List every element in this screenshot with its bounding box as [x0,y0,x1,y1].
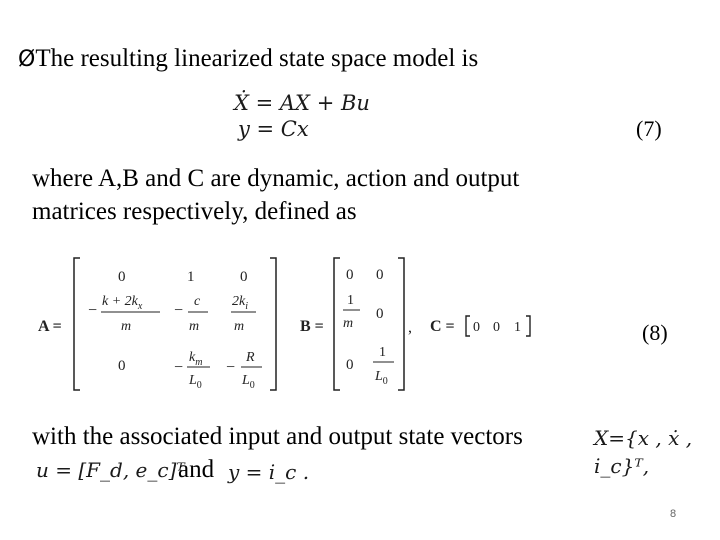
bullet-arrow-icon: Ø [18,47,36,72]
u-vector-definition: u = [F_d, e_c]ᵀ [36,458,185,482]
a-22-minus: − [174,302,184,319]
a-31: 0 [118,358,126,374]
matrix-a-right-bracket [270,258,276,390]
matrices-block [0,250,720,400]
state-equation-line-1: Ẋ = AX + Bu [234,91,370,115]
b-31: 0 [346,357,354,373]
b-21-num: 1 [347,293,354,308]
equation-number-8: (8) [642,320,668,345]
b-21-den: m [343,316,354,331]
a-13: 0 [240,269,248,285]
vectors-text: with the associated input and output state vectors [32,423,523,450]
c-3: 1 [514,320,521,335]
bullet-text: The resulting linearized state space model is [35,45,479,72]
a-32-num: $k_m$ [189,350,203,368]
and-text: and [178,456,215,483]
a-32-den: $L_0$ [189,373,202,391]
a-12: 1 [187,269,195,285]
a-21-den: m [121,319,132,334]
b-32-den: $L_0$ [375,369,388,387]
b-11: 0 [346,267,354,283]
c-1: 0 [473,320,480,335]
x-vector-definition: X={x , ẋ , i_c}ᵀ, [594,426,693,478]
matrix-a-left-bracket [74,258,80,390]
state-equation [234,90,370,142]
equation-number-7: (7) [636,116,662,141]
matrix-b-label: B = [300,318,324,335]
a-22-num: c [194,294,201,309]
a-33-num: R [246,350,255,365]
matrix-c-right-bracket [526,316,530,336]
b-32-num: 1 [379,345,386,360]
where-text-line-1: where A,B and C are dynamic, action and output [32,165,520,192]
c-2: 0 [493,320,500,335]
output-equation-line-2: y = Cx [238,117,309,141]
matrix-b-right-bracket [398,258,404,390]
a-32-minus: − [174,359,184,376]
a-22-den: m [189,319,200,334]
matrix-c-label: C = [430,318,455,335]
matrix-a-label: A = [38,318,62,335]
comma-separator: , [408,319,412,336]
a-11: 0 [118,269,126,285]
a-23-den: m [234,319,245,334]
bullet-line [18,44,478,75]
a-21-minus: − [88,302,98,319]
b-22: 0 [376,306,384,322]
matrix-b-left-bracket [334,258,340,390]
matrix-c-left-bracket [466,316,470,336]
b-12: 0 [376,267,384,283]
y-output-definition: y = i_c . [228,460,310,484]
a-33-minus: − [226,359,236,376]
where-text-line-2: matrices respectively, defined as [32,198,357,225]
a-23-num: $2k_i$ [232,294,248,312]
a-33-den: $L_0$ [242,373,255,391]
page-number: 8 [670,508,677,520]
a-21-num: $k + 2k_x$ [102,294,143,312]
